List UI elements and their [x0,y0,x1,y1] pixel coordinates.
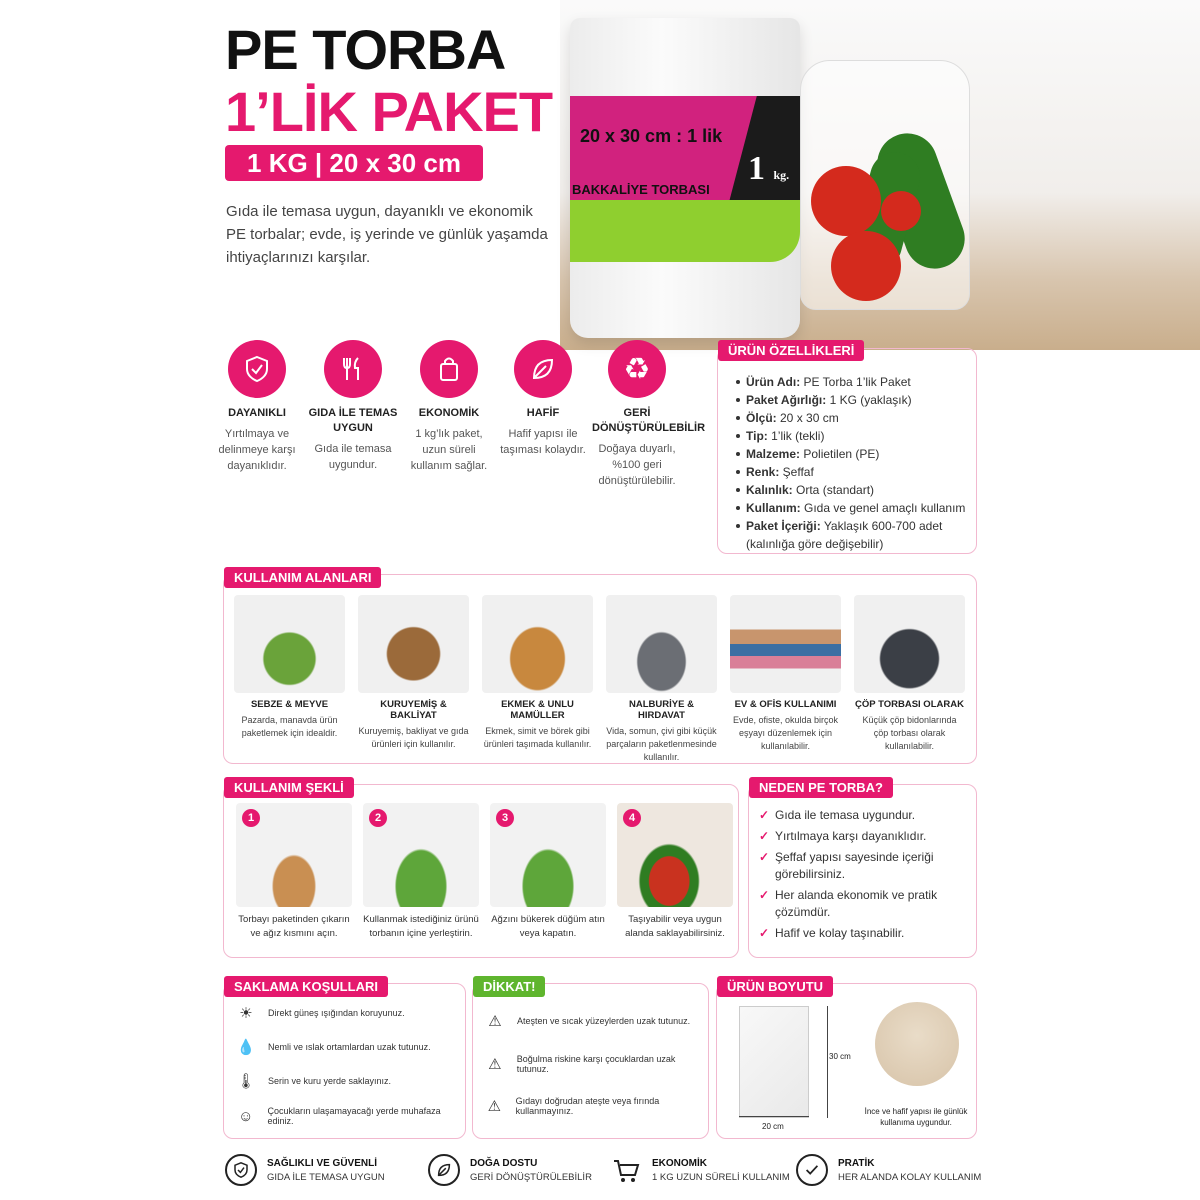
storage-section [223,979,466,1139]
warning-item: ⚠ Gıdayı doğrudan ateşte veya fırında kullanmayınız. [483,1096,708,1116]
height-dimension-line [827,1006,828,1118]
sun-icon: ☀ [239,1005,253,1022]
width-label: 20 cm [762,1122,784,1131]
warning-icon: ⚠ [488,1056,502,1073]
step-image: 3 [490,803,606,907]
spec-item: Malzeme: Polietilen (PE) [746,445,976,463]
step-image: 2 [363,803,479,907]
check-icon [796,1154,828,1186]
warning-icon: ⚠ [487,1098,502,1115]
footer-item: DOĞA DOSTU GERİ DÖNÜŞTÜRÜLEBİLİR [428,1154,592,1186]
feature-recyclable: ♻ GERİ DÖNÜŞTÜRÜLEBİLİR Doğaya duyarlı, %100 geri dönüştürülebilir. [592,340,682,489]
recycle-icon: ♻ [608,340,666,398]
leaf-icon [428,1154,460,1186]
step-image: 1 [236,803,352,907]
use-area-image [234,595,345,693]
spec-item: Kalınlık: Orta (standart) [746,481,976,499]
package-label-text: BAKKALİYE TORBASI [572,182,710,197]
cutlery-icon [324,340,382,398]
shield-check-icon [228,340,286,398]
footer-item: EKONOMİK 1 KG UZUN SÜRELİ KULLANIM [610,1154,790,1186]
use-area-image [358,595,469,693]
thermometer-icon: 🌡 [236,1073,256,1090]
package-green-band [570,200,800,262]
warning-section [472,979,709,1139]
footer-item: SAĞLIKLI VE GÜVENLİ GIDA İLE TEMASA UYGUN [225,1154,385,1186]
width-dimension-line [739,1116,809,1117]
page-subtitle: 1’LİK PAKET [225,80,553,143]
use-area-item: EKMEK & UNLU MAMÜLLER Ekmek, simit ve börek gibi ürünleri taşımada kullanılır. [482,595,593,751]
footer-item: PRATİK HER ALANDA KOLAY KULLANIM [796,1154,981,1186]
spec-item: Paket Ağırlığı: 1 KG (yaklaşık) [746,391,976,409]
storage-heading: SAKLAMA KOŞULLARI [224,976,388,997]
spec-item: Tip: 1’lik (tekli) [746,427,976,445]
howto-step: 4 Taşıyabilir veya uygun alanda saklayabilirsiniz. [617,803,733,941]
spec-item: Paket İçeriği: Yaklaşık 600-700 adet (kalınlığa göre değişebilir) [746,517,976,553]
use-area-image [730,595,841,693]
feature-light: HAFİF Hafif yapısı ile taşıması kolaydır. [498,340,588,458]
leaf-icon [514,340,572,398]
why-item: ✓ Her alanda ekonomik ve pratik çözümdür. [759,887,976,921]
warning-icon: ⚠ [488,1013,502,1030]
feature-durable: DAYANIKLI Yırtılmaya ve delinmeye karşı dayanıklıdır. [212,340,302,474]
storage-item: ☺ Çocukların ulaşamayacağı yerde muhafaza ediniz. [234,1106,465,1126]
hand-holding-bag-image [875,1002,959,1086]
why-heading: NEDEN PE TORBA? [749,777,893,798]
howto-step: 1 Torbayı paketinden çıkarın ve ağız kısmını açın. [236,803,352,941]
why-item: ✓ Yırtılmaya karşı dayanıklıdır. [759,828,976,845]
why-item: ✓ Hafif ve kolay taşınabilir. [759,925,976,942]
bag-icon [420,340,478,398]
howto-heading: KULLANIM ŞEKLİ [224,777,354,798]
use-area-item: KURUYEMİŞ & BAKLİYAT Kuruyemiş, bakliyat ve gıda ürünleri için kullanılır. [358,595,469,751]
howto-step: 2 Kullanmak istediğiniz ürünü torbanın içine yerleştirin. [363,803,479,941]
use-area-image [606,595,717,693]
why-section [748,780,977,958]
size-heading: ÜRÜN BOYUTU [717,976,833,997]
warning-heading: DİKKAT! [473,976,545,997]
warning-item: ⚠ Ateşten ve sıcak yüzeylerden uzak tutunuz. [483,1012,690,1030]
howto-section [223,780,739,958]
feature-food-safe: GIDA İLE TEMAS UYGUN Gıda ile temasa uygundur. [308,340,398,473]
warning-item: ⚠ Boğulma riskine karşı çocuklardan uzak tutunuz. [483,1054,708,1074]
why-item: ✓ Gıda ile temasa uygundur. [759,807,976,824]
package-weight: 1 kg. [748,150,790,187]
size-weight-pill: 1 KG | 20 x 30 cm [225,145,483,181]
use-area-image [854,595,965,693]
package-size-text: 20 x 30 cm : 1 lik [580,126,723,146]
spec-item: Ürün Adı: PE Torba 1’lik Paket [746,373,976,391]
use-area-item: NALBURİYE & HIRDAVAT Vida, somun, çivi gibi küçük parçaların paketlenmesinde kullanılır. [606,595,717,764]
use-area-image [482,595,593,693]
product-specs [717,343,977,554]
use-area-item: ÇÖP TORBASI OLARAK Küçük çöp bidonlarında çöp torbası olarak kullanılabilir. [854,595,965,753]
intro-text: Gıda ile temasa uygun, dayanıklı ve ekonomik PE torbalar; evde, iş yerinde ve günlük yaşamda ihtiyaçlarınızı karşılar. [226,203,548,266]
bag-size-diagram [739,1006,809,1118]
specs-list [746,373,976,553]
storage-item: 🌡 Serin ve kuru yerde saklayınız. [234,1072,391,1090]
use-areas-section [223,570,977,764]
shield-check-icon [225,1154,257,1186]
why-list [759,807,976,942]
use-areas-heading: KULLANIM ALANLARI [224,567,381,588]
storage-item: 💧 Nemli ve ıslak ortamlardan uzak tutunuz. [234,1038,431,1056]
cart-icon [610,1154,642,1186]
size-note: İnce ve hafif yapısı ile günlük kullanıma uygundur. [864,1107,968,1127]
filled-bag-image [800,60,970,310]
page-title: PE TORBA [225,18,506,81]
height-label: 30 cm [829,1052,851,1061]
step-image: 4 [617,803,733,907]
spec-item: Ölçü: 20 x 30 cm [746,409,976,427]
drop-icon: 💧 [236,1039,256,1056]
specs-heading: ÜRÜN ÖZELLİKLERİ [718,340,864,361]
why-item: ✓ Şeffaf yapısı sayesinde içeriği görebilirsiniz. [759,849,976,883]
baby-icon: ☺ [238,1107,254,1125]
spec-item: Kullanım: Gıda ve genel amaçlı kullanım [746,499,976,517]
use-area-item: EV & OFİS KULLANIMI Evde, ofiste, okulda birçok eşyayı düzenlemek için kullanılabilir. [730,595,841,753]
size-section [716,979,977,1139]
use-area-item: SEBZE & MEYVE Pazarda, manavda ürün paketlemek için idealdir. [234,595,345,740]
storage-item: ☀ Direkt güneş ışığından koruyunuz. [234,1004,405,1022]
feature-economic: EKONOMİK 1 kg’lık paket, uzun süreli kullanım sağlar. [404,340,494,474]
howto-step: 3 Ağzını bükerek düğüm atın veya kapatın. [490,803,606,941]
spec-item: Renk: Şeffaf [746,463,976,481]
